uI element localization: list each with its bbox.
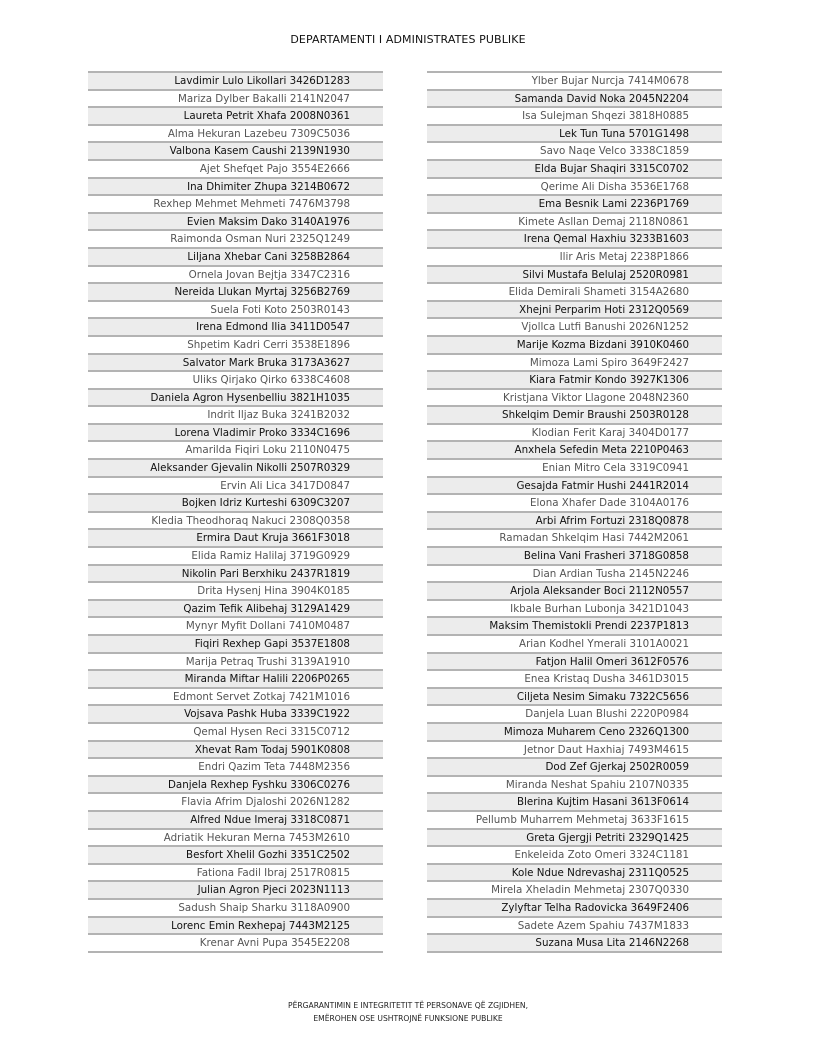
list-item: Arjola Aleksander Boci 2112N0557 <box>427 583 722 601</box>
list-item: Nereida Llukan Myrtaj 3256B2769 <box>88 284 383 302</box>
list-item: Kole Ndue Ndrevashaj 2311Q0525 <box>427 865 722 883</box>
list-item: Mynyr Myfit Dollani 7410M0487 <box>88 618 383 636</box>
list-item: Maksim Themistokli Prendi 2237P1813 <box>427 618 722 636</box>
list-item: Amarilda Fiqiri Loku 2110N0475 <box>88 442 383 460</box>
list-item: Vjollca Lutfi Banushi 2026N1252 <box>427 319 722 337</box>
list-item: Miranda Neshat Spahiu 2107N0335 <box>427 777 722 795</box>
list-item: Miranda Miftar Halili 2206P0265 <box>88 671 383 689</box>
list-item: Ramadan Shkelqim Hasi 7442M2061 <box>427 530 722 548</box>
list-item: Ilir Aris Metaj 2238P1866 <box>427 249 722 267</box>
list-item: Adriatik Hekuran Merna 7453M2610 <box>88 830 383 848</box>
list-item: Daniela Agron Hysenbelliu 3821H1035 <box>88 390 383 408</box>
list-item: Qazim Tefik Alibehaj 3129A1429 <box>88 601 383 619</box>
list-item: Salvator Mark Bruka 3173A3627 <box>88 355 383 373</box>
list-item: Fationa Fadil Ibraj 2517R0815 <box>88 865 383 883</box>
page-title: DEPARTAMENTI I ADMINISTRATES PUBLIKE <box>290 33 526 46</box>
list-item: Ciljeta Nesim Simaku 7322C5656 <box>427 689 722 707</box>
footer-line-1: PËRGARANTIMIN E INTEGRITETIT TË PERSONAVE QË ZGJIDHEN, <box>288 1001 528 1010</box>
list-item: Elida Demirali Shameti 3154A2680 <box>427 284 722 302</box>
page-footer <box>0 999 816 1025</box>
list-item: Liljana Xhebar Cani 3258B2864 <box>88 249 383 267</box>
list-item: Marije Kozma Bizdani 3910K0460 <box>427 337 722 355</box>
list-item: Shkelqim Demir Braushi 2503R0128 <box>427 407 722 425</box>
list-item: Danjela Luan Blushi 2220P0984 <box>427 706 722 724</box>
list-item: Irena Edmond Ilia 3411D0547 <box>88 319 383 337</box>
list-item: Sadush Shaip Sharku 3118A0900 <box>88 900 383 918</box>
list-item: Evien Maksim Dako 3140A1976 <box>88 214 383 232</box>
list-item: Enea Kristaq Dusha 3461D3015 <box>427 671 722 689</box>
list-item: Ikbale Burhan Lubonja 3421D1043 <box>427 601 722 619</box>
list-item: Laureta Petrit Xhafa 2008N0361 <box>88 108 383 126</box>
list-item: Enkeleida Zoto Omeri 3324C1181 <box>427 847 722 865</box>
list-item: Elda Bujar Shaqiri 3315C0702 <box>427 161 722 179</box>
list-item: Kristjana Viktor Llagone 2048N2360 <box>427 390 722 408</box>
list-item: Besfort Xhelil Gozhi 3351C2502 <box>88 847 383 865</box>
right-name-column <box>427 71 722 953</box>
list-item: Arbi Afrim Fortuzi 2318Q0878 <box>427 513 722 531</box>
list-item: Zylyftar Telha Radovicka 3649F2406 <box>427 900 722 918</box>
list-item: Mimoza Lami Spiro 3649F2427 <box>427 355 722 373</box>
list-item: Ylber Bujar Nurcja 7414M0678 <box>427 73 722 91</box>
list-item: Nikolin Pari Berxhiku 2437R1819 <box>88 566 383 584</box>
list-item: Ornela Jovan Bejtja 3347C2316 <box>88 267 383 285</box>
list-item: Lorenc Emin Rexhepaj 7443M2125 <box>88 918 383 936</box>
list-item: Elida Ramiz Halilaj 3719G0929 <box>88 548 383 566</box>
list-item: Savo Naqe Velco 3338C1859 <box>427 143 722 161</box>
list-item: Lavdimir Lulo Likollari 3426D1283 <box>88 73 383 91</box>
list-item: Alma Hekuran Lazebeu 7309C5036 <box>88 126 383 144</box>
list-item: Raimonda Osman Nuri 2325Q1249 <box>88 231 383 249</box>
list-item: Enian Mitro Cela 3319C0941 <box>427 460 722 478</box>
list-item: Arian Kodhel Ymerali 3101A0021 <box>427 636 722 654</box>
list-item: Endri Qazim Teta 7448M2356 <box>88 759 383 777</box>
list-item: Mirela Xheladin Mehmetaj 2307Q0330 <box>427 882 722 900</box>
list-item: Krenar Avni Pupa 3545E2208 <box>88 935 383 953</box>
list-item: Xhevat Ram Todaj 5901K0808 <box>88 742 383 760</box>
list-item: Dod Zef Gjerkaj 2502R0059 <box>427 759 722 777</box>
list-item: Fiqiri Rexhep Gapi 3537E1808 <box>88 636 383 654</box>
list-item: Greta Gjergji Petriti 2329Q1425 <box>427 830 722 848</box>
list-item: Ajet Shefqet Pajo 3554E2666 <box>88 161 383 179</box>
list-item: Ina Dhimiter Zhupa 3214B0672 <box>88 179 383 197</box>
list-item: Danjela Rexhep Fyshku 3306C0276 <box>88 777 383 795</box>
list-item: Lorena Vladimir Proko 3334C1696 <box>88 425 383 443</box>
list-item: Aleksander Gjevalin Nikolli 2507R0329 <box>88 460 383 478</box>
list-item: Suzana Musa Lita 2146N2268 <box>427 935 722 953</box>
list-item: Uliks Qirjako Qirko 6338C4608 <box>88 372 383 390</box>
list-item: Kledia Theodhoraq Nakuci 2308Q0358 <box>88 513 383 531</box>
footer-line-2: EMËROHEN OSE USHTROJNË FUNKSIONE PUBLIKE <box>313 1014 503 1023</box>
list-item: Fatjon Halil Omeri 3612F0576 <box>427 654 722 672</box>
list-item: Sadete Azem Spahiu 7437M1833 <box>427 918 722 936</box>
list-item: Marija Petraq Trushi 3139A1910 <box>88 654 383 672</box>
left-name-column <box>88 71 383 953</box>
list-item: Jetnor Daut Haxhiaj 7493M4615 <box>427 742 722 760</box>
list-item: Isa Sulejman Shqezi 3818H0885 <box>427 108 722 126</box>
list-item: Ervin Ali Lica 3417D0847 <box>88 478 383 496</box>
list-item: Lek Tun Tuna 5701G1498 <box>427 126 722 144</box>
list-item: Ema Besnik Lami 2236P1769 <box>427 196 722 214</box>
list-item: Dian Ardian Tusha 2145N2246 <box>427 566 722 584</box>
list-item: Blerina Kujtim Hasani 3613F0614 <box>427 794 722 812</box>
list-item: Flavia Afrim Djaloshi 2026N1282 <box>88 794 383 812</box>
list-item: Elona Xhafer Dade 3104A0176 <box>427 495 722 513</box>
list-item: Rexhep Mehmet Mehmeti 7476M3798 <box>88 196 383 214</box>
list-item: Kiara Fatmir Kondo 3927K1306 <box>427 372 722 390</box>
list-item: Qemal Hysen Reci 3315C0712 <box>88 724 383 742</box>
list-item: Gesajda Fatmir Hushi 2441R2014 <box>427 478 722 496</box>
list-item: Mimoza Muharem Ceno 2326Q1300 <box>427 724 722 742</box>
list-item: Silvi Mustafa Belulaj 2520R0981 <box>427 267 722 285</box>
list-item: Mariza Dylber Bakalli 2141N2047 <box>88 91 383 109</box>
list-item: Ermira Daut Kruja 3661F3018 <box>88 530 383 548</box>
list-item: Drita Hysenj Hina 3904K0185 <box>88 583 383 601</box>
list-item: Anxhela Sefedin Meta 2210P0463 <box>427 442 722 460</box>
list-item: Qerime Ali Disha 3536E1768 <box>427 179 722 197</box>
list-item: Shpetim Kadri Cerri 3538E1896 <box>88 337 383 355</box>
list-item: Bojken Idriz Kurteshi 6309C3207 <box>88 495 383 513</box>
list-item: Vojsava Pashk Huba 3339C1922 <box>88 706 383 724</box>
list-item: Belina Vani Frasheri 3718G0858 <box>427 548 722 566</box>
list-item: Xhejni Perparim Hoti 2312Q0569 <box>427 302 722 320</box>
list-item: Julian Agron Pjeci 2023N1113 <box>88 882 383 900</box>
list-item: Indrit Iljaz Buka 3241B2032 <box>88 407 383 425</box>
list-item: Alfred Ndue Imeraj 3318C0871 <box>88 812 383 830</box>
list-item: Suela Foti Koto 2503R0143 <box>88 302 383 320</box>
list-item: Valbona Kasem Caushi 2139N1930 <box>88 143 383 161</box>
list-item: Samanda David Noka 2045N2204 <box>427 91 722 109</box>
list-item: Pellumb Muharrem Mehmetaj 3633F1615 <box>427 812 722 830</box>
list-item: Irena Qemal Haxhiu 3233B1603 <box>427 231 722 249</box>
list-item: Edmont Servet Zotkaj 7421M1016 <box>88 689 383 707</box>
list-item: Klodian Ferit Karaj 3404D0177 <box>427 425 722 443</box>
list-item: Kimete Asllan Demaj 2118N0861 <box>427 214 722 232</box>
